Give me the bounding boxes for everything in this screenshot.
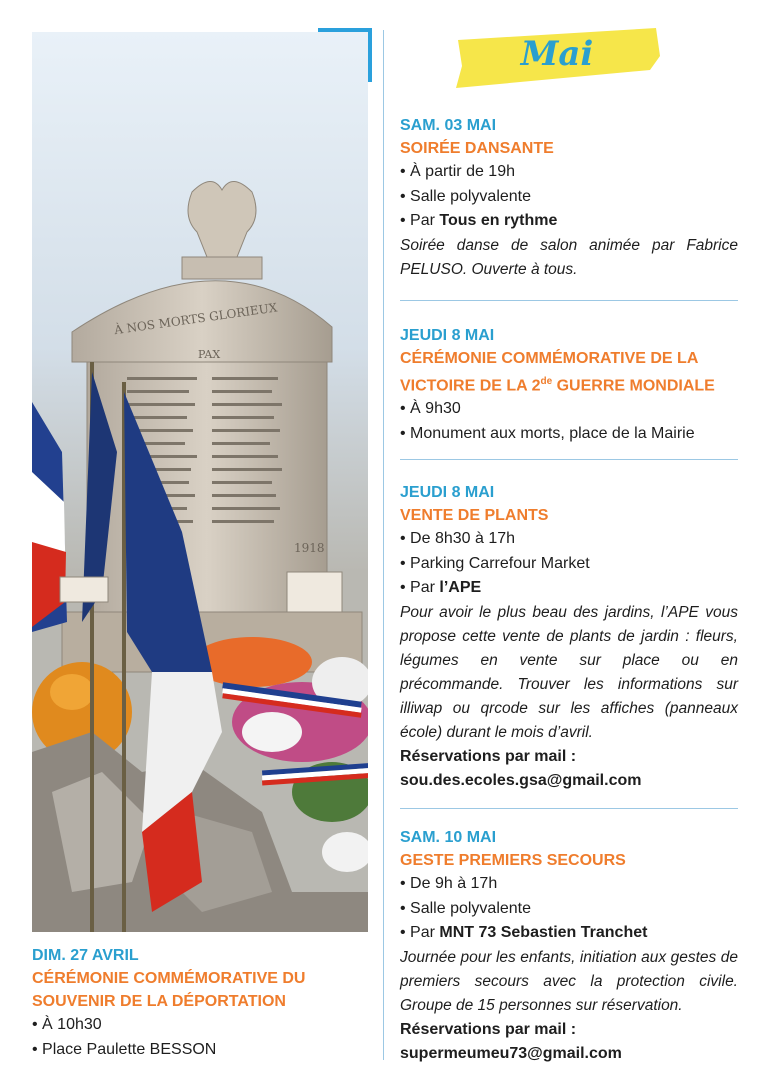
event-time: • À partir de 19h bbox=[400, 163, 515, 180]
event-title: VENTE DE PLANTS bbox=[400, 507, 549, 524]
event-geste-premiers-secours bbox=[400, 826, 738, 1067]
event-title: GESTE PREMIERS SECOURS bbox=[400, 852, 626, 869]
event-location: • Place Paulette BESSON bbox=[32, 1040, 217, 1058]
event-description: Journée pour les enfants, initiation aux gestes de premiers secours avec la protection civile. Groupe de 15 personnes sur réservation. bbox=[400, 948, 738, 1014]
month-title: Mai bbox=[520, 34, 594, 74]
event-separator bbox=[400, 459, 738, 460]
reservation-email[interactable]: sou.des.ecoles.gsa@gmail.com bbox=[400, 772, 642, 789]
event-location: • Parking Carrefour Market bbox=[400, 554, 590, 572]
reservation-email[interactable]: supermeumeu73@gmail.com bbox=[400, 1045, 622, 1062]
event-organizer: • Par MNT 73 Sebastien Tranchet bbox=[400, 924, 648, 941]
event-title-line1: CÉRÉMONIE COMMÉMORATIVE DE LA bbox=[400, 350, 699, 367]
event-organizer: • Par Tous en rythme bbox=[400, 212, 558, 229]
event-vente-plants bbox=[400, 481, 738, 794]
year-text: 1918 bbox=[294, 541, 325, 555]
reservation-label: Réservations par mail : bbox=[400, 1020, 577, 1038]
event-location: • Salle polyvalente bbox=[400, 899, 532, 917]
event-ceremonie-victoire bbox=[400, 324, 738, 446]
event-date: SAM. 03 MAI bbox=[400, 117, 497, 134]
event-organizer: • Par l’APE bbox=[400, 579, 482, 596]
event-date: JEUDI 8 MAI bbox=[400, 327, 495, 344]
event-separator bbox=[400, 300, 738, 301]
event-title: SOIRÉE DANSANTE bbox=[400, 140, 554, 157]
event-soiree-dansante bbox=[400, 114, 738, 282]
event-description: Soirée danse de salon animée par Fabrice PELUSO. Ouverte à tous. bbox=[400, 236, 738, 278]
inscription-text: À NOS MORTS GLORIEUX bbox=[113, 300, 279, 338]
event-ceremonie-deportation bbox=[32, 944, 368, 1062]
event-date: SAM. 10 MAI bbox=[400, 829, 497, 846]
event-title-line2: VICTOIRE DE LA 2de GUERRE MONDIALE bbox=[400, 376, 715, 395]
event-title-line1: CÉRÉMONIE COMMÉMORATIVE DU bbox=[32, 970, 306, 987]
event-title-line2: SOUVENIR DE LA DÉPORTATION bbox=[32, 993, 286, 1010]
reservation-label: Réservations par mail : bbox=[400, 747, 577, 765]
event-time: • À 9h30 bbox=[400, 400, 461, 418]
event-time: • De 9h à 17h bbox=[400, 875, 498, 892]
event-location: • Salle polyvalente bbox=[400, 187, 532, 205]
event-location: • Monument aux morts, place de la Mairie bbox=[400, 424, 695, 442]
pax-text: PAX bbox=[198, 348, 221, 361]
column-divider bbox=[383, 30, 384, 1060]
event-description: Pour avoir le plus beau des jardins, l’APE vous propose cette vente de plants de jardin : fleurs, légumes en vente sur place ou en précommande. Trouver les informations sur illiwap ou qrcode sur les affiches (panneaux école) durant le mois d’avril. bbox=[400, 603, 738, 741]
corner-bracket-decoration bbox=[318, 28, 372, 82]
memorial-photo bbox=[32, 32, 368, 932]
event-time: • À 10h30 bbox=[32, 1016, 102, 1033]
event-separator bbox=[400, 808, 738, 809]
memorial-illustration bbox=[32, 32, 368, 932]
event-time: • De 8h30 à 17h bbox=[400, 530, 516, 547]
event-date: JEUDI 8 MAI bbox=[400, 484, 495, 501]
event-date: DIM. 27 AVRIL bbox=[32, 947, 139, 964]
